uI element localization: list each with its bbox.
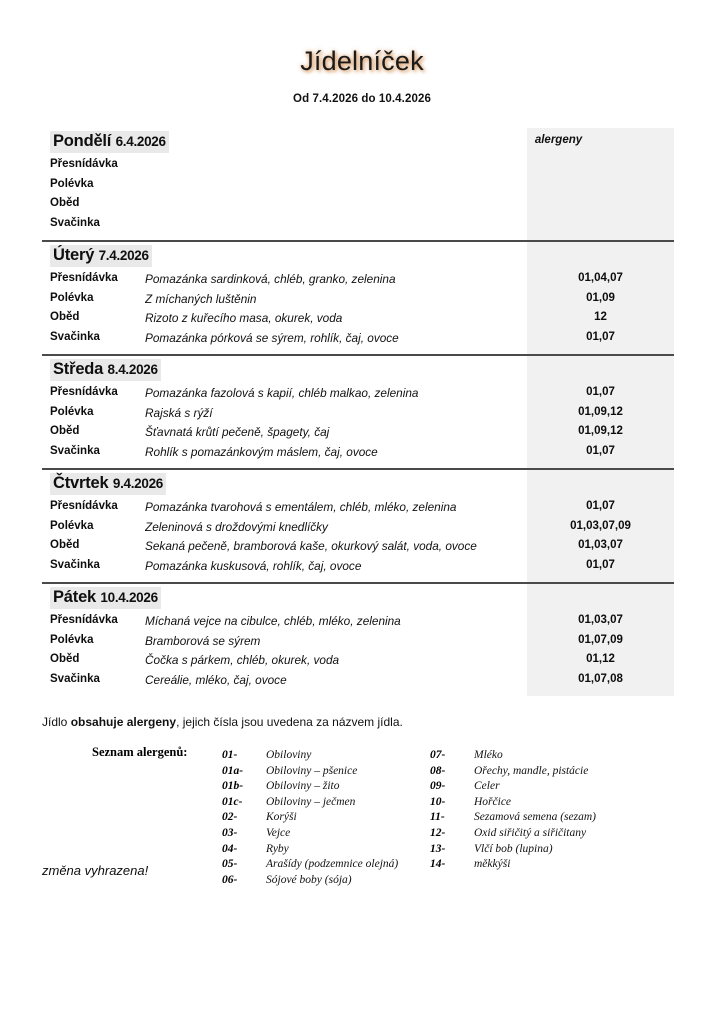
meal-type-label: Přesnídávka: [50, 500, 118, 512]
meal-row: [42, 518, 674, 538]
day-header: [42, 356, 674, 384]
day-header: [42, 584, 674, 612]
meal-allergen-codes: 01,03,07,09: [570, 519, 631, 532]
legend-item-name: Ořechy, mandle, pistácie: [474, 764, 589, 777]
meal-row: [42, 309, 674, 329]
day-block-spacer: [42, 576, 674, 582]
meal-row: [42, 443, 674, 463]
meal-row: [42, 215, 674, 235]
legend-item-code: 03-: [222, 826, 238, 839]
legend-item-code: 12-: [430, 826, 446, 839]
legend-item: [222, 792, 398, 808]
legend-item-name: Obiloviny – pšenice: [266, 764, 358, 777]
day-name-label: [50, 473, 166, 495]
legend-item-name: měkkýši: [474, 858, 511, 871]
meal-allergen-codes: 01,07,09: [578, 633, 623, 646]
meal-dish-text: Pomazánka tvarohová s ementálem, chléb, mléko, zelenina: [145, 500, 457, 514]
legend-item-code: 13-: [430, 842, 446, 855]
meal-type-label: Oběd: [50, 311, 80, 323]
legend-item-name: Arašídy (podzemnice olejná): [266, 858, 399, 871]
day-header: [42, 470, 674, 498]
day-name-text: Čtvrtek: [53, 474, 109, 492]
meal-allergen-codes: 01,07: [586, 558, 615, 571]
meal-allergen-codes: 01,03,07: [578, 539, 623, 551]
meal-allergen-codes: 01,07: [586, 330, 615, 343]
legend-item-code: 01-: [222, 749, 238, 761]
day-name-text: Pondělí: [53, 132, 112, 150]
meal-row: [42, 195, 674, 215]
legend-item-code: 07-: [430, 749, 446, 761]
legend-column-right: [430, 745, 596, 870]
day-name-label: [50, 359, 161, 381]
meal-type-label: Svačinka: [50, 330, 100, 343]
meal-type-label: Polévka: [50, 633, 94, 646]
meal-dish-text: Pomazánka fazolová s kapií, chléb malkao, zelenina: [145, 386, 419, 400]
day-block-spacer: [42, 348, 674, 354]
closing-note: změna vyhrazena!: [42, 863, 149, 878]
legend-item: [222, 807, 398, 823]
legend-item: [430, 761, 596, 777]
meal-row: [42, 651, 674, 671]
day-block: [42, 584, 674, 696]
meal-dish-text: Cereálie, mléko, čaj, ovoce: [145, 672, 287, 687]
legend-item-name: Celer: [474, 780, 500, 793]
meal-row: [42, 384, 674, 404]
legend-item: [430, 776, 596, 792]
meal-dish-text: Z míchaných luštěnin: [145, 291, 257, 306]
legend-item-name: Sójové boby (sója): [266, 873, 352, 886]
meal-dish-text: Míchaná vejce na cibulce, chléb, mléko, zelenina: [145, 614, 401, 628]
meal-type-label: Svačinka: [50, 216, 100, 229]
date-range-subtitle: Od 7.4.2026 do 10.4.2026: [293, 93, 431, 105]
meal-allergen-codes: 01,12: [586, 653, 615, 665]
meal-allergen-codes: 01,03,07: [578, 614, 623, 626]
legend-item-code: 02-: [222, 811, 238, 824]
meal-allergen-codes: 01,09,12: [578, 425, 623, 437]
legend-item-name: Vejce: [266, 826, 291, 839]
legend-item-name: Obiloviny – žito: [266, 780, 340, 793]
meal-dish-text: Šťavnatá krůtí pečeně, špagety, čaj: [145, 425, 330, 439]
meal-row: [42, 404, 674, 424]
day-name-label: [50, 131, 169, 153]
meal-type-label: Polévka: [50, 519, 94, 532]
meal-allergen-codes: 01,07: [586, 444, 615, 457]
legend-item-name: Sezamová semena (sezam): [474, 811, 596, 824]
legend-item-name: Oxid siřičitý a siřičitany: [474, 826, 587, 839]
meal-type-label: Polévka: [50, 405, 94, 418]
day-name-text: Středa: [53, 360, 104, 378]
day-date-text: 7.4.2026: [98, 248, 149, 263]
meal-type-label: Polévka: [50, 291, 94, 304]
meal-dish-text: Zeleninová s droždovými knedlíčky: [145, 519, 328, 534]
legend-item-code: 04-: [222, 842, 238, 855]
meal-type-label: Svačinka: [50, 672, 100, 685]
legend-item-name: Obiloviny – ječmen: [266, 795, 356, 808]
legend-item: [222, 776, 398, 792]
legend-item-name: Obiloviny: [266, 749, 312, 761]
meal-dish-text: Rajská s rýží: [145, 405, 213, 420]
meal-allergen-codes: 01,09: [586, 291, 615, 304]
allergen-column-header: alergeny: [534, 134, 583, 146]
meal-allergen-codes: 01,09,12: [578, 405, 623, 418]
meal-allergen-codes: 01,07: [586, 386, 615, 398]
page-title: Jídelníček: [300, 46, 424, 76]
day-name-text: Pátek: [53, 588, 97, 606]
meal-dish-text: Čočka s párkem, chléb, okurek, voda: [145, 653, 340, 667]
meal-row: [42, 671, 674, 691]
legend-item: [222, 854, 398, 870]
meal-row: [42, 329, 674, 349]
legend-item-code: 06-: [222, 873, 238, 886]
legend-item-code: 08-: [430, 764, 446, 777]
meal-type-label: Přesnídávka: [50, 386, 118, 398]
meal-row: [42, 557, 674, 577]
legend-item-code: 10-: [430, 795, 446, 808]
meal-row: [42, 612, 674, 632]
day-name-label: [50, 245, 152, 267]
meal-allergen-codes: 12: [594, 311, 607, 323]
meal-type-label: Oběd: [50, 653, 80, 665]
day-block: [42, 242, 674, 356]
meal-row: [42, 270, 674, 290]
legend-item: [430, 839, 596, 855]
day-block: [42, 128, 674, 242]
day-block-spacer: [42, 234, 674, 240]
legend-item-code: 14-: [430, 858, 446, 871]
day-date-text: 9.4.2026: [112, 476, 164, 491]
day-block-spacer: [42, 462, 674, 468]
allergen-note-prefix: Jídlo: [42, 715, 71, 729]
meal-type-label: Oběd: [50, 425, 80, 437]
meal-dish-text: Sekaná pečeně, bramborová kaše, okurkový salát, voda, ovoce: [145, 539, 477, 553]
meal-dish-text: Pomazánka kuskusová, rohlík, čaj, ovoce: [145, 558, 362, 573]
meal-type-label: Polévka: [50, 177, 94, 190]
legend-item-code: 11-: [430, 811, 445, 824]
legend-item: [430, 745, 596, 761]
day-header: [42, 128, 674, 156]
meal-type-label: Oběd: [50, 539, 80, 551]
day-name-text: Úterý: [53, 246, 95, 264]
meal-type-label: Svačinka: [50, 558, 100, 571]
meal-type-label: Svačinka: [50, 444, 100, 457]
legend-item-name: Vlčí bob (lupina): [474, 842, 553, 855]
legend-item: [222, 823, 398, 839]
legend-item: [222, 745, 398, 761]
legend-item-name: Korýši: [266, 811, 297, 824]
legend-item-code: 05-: [222, 858, 238, 871]
legend-item: [430, 854, 596, 870]
meal-type-label: Přesnídávka: [50, 614, 118, 626]
meal-dish-text: Bramborová se sýrem: [145, 633, 261, 648]
legend-item: [430, 823, 596, 839]
meal-dish-text: Rizoto z kuřecího masa, okurek, voda: [145, 311, 343, 325]
legend-item-code: 01b-: [222, 780, 244, 793]
day-blocks-container: [42, 128, 674, 696]
day-date-text: 6.4.2026: [115, 134, 166, 149]
legend-item-code: 01c-: [222, 795, 243, 808]
meal-row: [42, 290, 674, 310]
meal-type-label: Přesnídávka: [50, 272, 118, 284]
legend-item: [222, 839, 398, 855]
meal-allergen-codes: 01,07,08: [578, 672, 623, 685]
legend-item-code: 01a-: [222, 764, 244, 777]
day-date-text: 10.4.2026: [100, 590, 158, 605]
day-date-text: 8.4.2026: [107, 362, 158, 377]
meal-row: [42, 537, 674, 557]
meal-dish-text: Rohlík s pomazánkovým máslem, čaj, ovoce: [145, 444, 378, 459]
meal-allergen-codes: 01,07: [586, 500, 615, 512]
allergen-note-bold: obsahuje alergeny: [70, 715, 177, 729]
meal-row: [42, 176, 674, 196]
day-block: [42, 356, 674, 470]
legend-item-code: 09-: [430, 780, 446, 793]
meal-dish-text: Pomazánka sardinková, chléb, granko, zelenina: [145, 272, 396, 286]
day-name-label: [50, 587, 161, 609]
meal-dish-text: Pomazánka pórková se sýrem, rohlík, čaj, ovoce: [145, 330, 399, 345]
meal-row: [42, 423, 674, 443]
allergen-note: [42, 715, 682, 729]
meal-allergen-codes: 01,04,07: [578, 272, 623, 284]
legend-item: [430, 792, 596, 808]
legend-item-name: Ryby: [266, 842, 289, 855]
legend-item-name: Mléko: [474, 749, 503, 761]
menu-table: [42, 128, 674, 696]
day-block: [42, 470, 674, 584]
meal-row: [42, 156, 674, 176]
allergen-note-suffix: , jejich čísla jsou uvedena za názvem jídla.: [176, 715, 403, 729]
meal-type-label: Oběd: [50, 197, 80, 209]
meal-row: [42, 632, 674, 652]
day-header: [42, 242, 674, 270]
legend-item: [222, 761, 398, 777]
legend-item-name: Hořčice: [474, 795, 512, 808]
legend-title: Seznam alergenů:: [92, 745, 188, 759]
meal-row: [42, 498, 674, 518]
meal-type-label: Přesnídávka: [50, 158, 118, 170]
day-block-spacer: [42, 690, 674, 696]
legend-column-left: [222, 745, 398, 885]
legend-item: [430, 807, 596, 823]
legend-item: [222, 870, 398, 886]
